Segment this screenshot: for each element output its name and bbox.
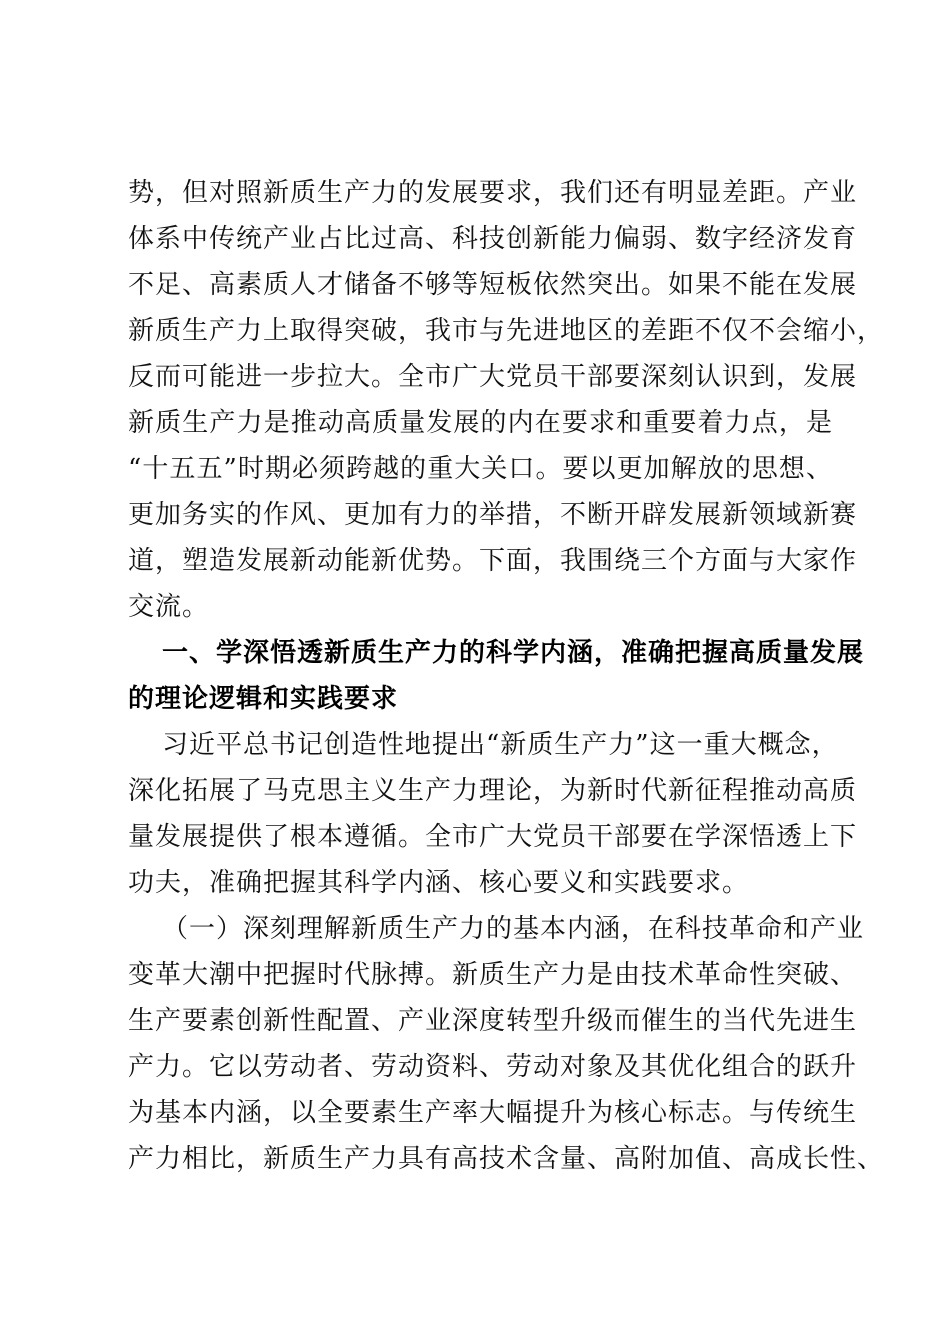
text-line: 产力相比，新质生产力具有高技术含量、高附加值、高成长性、 xyxy=(128,1144,885,1174)
text-line: 为基本内涵，以全要素生产率大幅提升为核心标志。与传统生 xyxy=(128,1098,858,1128)
paragraph xyxy=(128,906,885,1182)
text-line: （一）深刻理解新质生产力的基本内涵，在科技革命和产业 xyxy=(162,914,865,944)
text-line: 交流。 xyxy=(128,592,210,622)
text-line: 更加务实的作风、更加有力的举措，不断开辟发展新领域新赛 xyxy=(128,500,858,530)
text-line: 新质生产力上取得突破，我市与先进地区的差距不仅不会缩小， xyxy=(128,316,885,346)
text-line: “十五五”时期必须跨越的重大关口。要以更加解放的思想、 xyxy=(128,454,833,484)
text-line: 不足、高素质人才储备不够等短板依然突出。如果不能在发展 xyxy=(128,270,858,300)
text-line: 新质生产力是推动高质量发展的内在要求和重要着力点，是 xyxy=(128,408,833,438)
document-body xyxy=(128,170,885,1182)
text-line: 功夫，准确把握其科学内涵、核心要义和实践要求。 xyxy=(128,868,750,898)
paragraph-continuation xyxy=(128,170,885,630)
text-line: 深化拓展了马克思主义生产力理论，为新时代新征程推动高质 xyxy=(128,776,858,806)
text-line: 势，但对照新质生产力的发展要求，我们还有明显差距。产业 xyxy=(128,178,858,208)
heading-line: 的理论逻辑和实践要求 xyxy=(128,684,399,714)
text-line: 体系中传统产业占比过高、科技创新能力偏弱、数字经济发育 xyxy=(128,224,858,254)
text-line: 反而可能进一步拉大。全市广大党员干部要深刻认识到，发展 xyxy=(128,362,858,392)
heading-line: 一、学深悟透新质生产力的科学内涵，准确把握高质量发展 xyxy=(162,638,865,668)
text-line: 道，塑造发展新动能新优势。下面，我围绕三个方面与大家作 xyxy=(128,546,858,576)
text-line: 生产要素创新性配置、产业深度转型升级而催生的当代先进生 xyxy=(128,1006,858,1036)
text-line: 产力。它以劳动者、劳动资料、劳动对象及其优化组合的跃升 xyxy=(128,1052,858,1082)
text-line: 习近平总书记创造性地提出“新质生产力”这一重大概念， xyxy=(162,730,839,760)
text-line: 变革大潮中把握时代脉搏。新质生产力是由技术革命性突破、 xyxy=(128,960,858,990)
text-line: 量发展提供了根本遵循。全市广大党员干部要在学深悟透上下 xyxy=(128,822,858,852)
section-heading xyxy=(128,630,865,722)
paragraph xyxy=(128,722,858,906)
